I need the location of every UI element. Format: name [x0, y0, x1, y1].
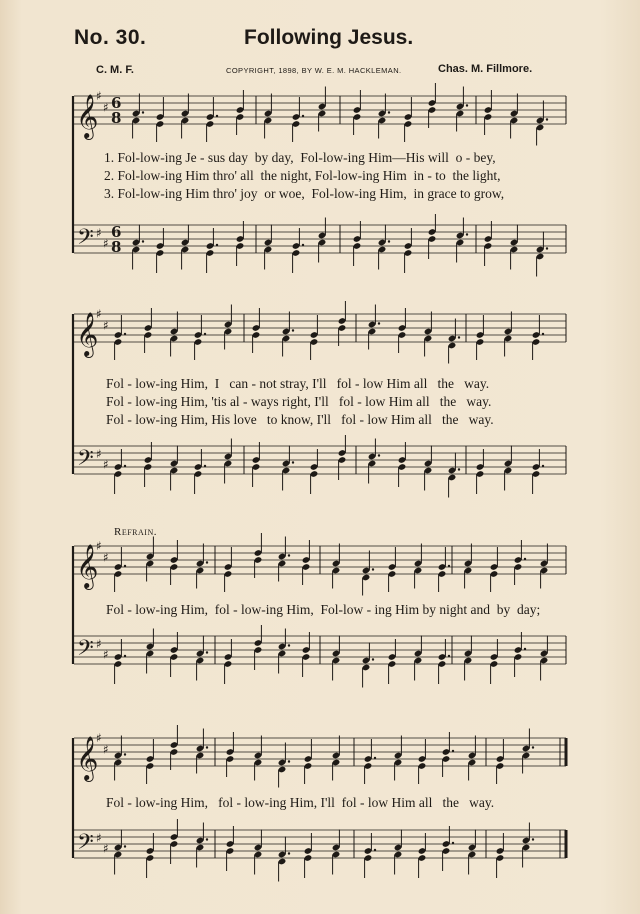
- hymn-number: No. 30.: [74, 26, 147, 49]
- svg-text:♯: ♯: [103, 742, 109, 757]
- svg-text:♯: ♯: [96, 226, 102, 240]
- svg-text:♯: ♯: [96, 89, 102, 103]
- svg-text:♯: ♯: [96, 539, 102, 553]
- svg-text:𝄢: 𝄢: [77, 830, 94, 860]
- verse-2-line-2: Fol - low-ing Him, 'tis al - ways right, I'll fol - low Him all the way.: [106, 394, 492, 409]
- svg-text:8: 8: [111, 109, 122, 127]
- svg-text:♯: ♯: [103, 457, 109, 472]
- svg-text:♯: ♯: [103, 318, 109, 333]
- svg-text:♯: ♯: [103, 647, 109, 662]
- verse-2-line-1: 2. Fol-low-ing Him thro' all the night, Fol-low-ing Him in - to the light,: [104, 168, 501, 183]
- svg-text:♯: ♯: [96, 637, 102, 651]
- svg-text:𝄞: 𝄞: [76, 544, 99, 588]
- svg-text:8: 8: [111, 238, 122, 256]
- svg-text:𝄞: 𝄞: [76, 94, 99, 138]
- hymn-meter: C. M. F.: [96, 64, 134, 76]
- hymn-title: Following Jesus.: [244, 26, 414, 49]
- svg-text:𝄞: 𝄞: [76, 312, 99, 356]
- copyright-notice: COPYRIGHT, 1898, BY W. E. M. HACKLEMAN.: [226, 66, 402, 75]
- refrain-line-1: Fol - low-ing Him, fol - low-ing Him, Fol-low - ing Him by night and by day;: [106, 602, 541, 617]
- composer-credit: Chas. M. Fillmore.: [438, 63, 533, 75]
- svg-text:♯: ♯: [103, 841, 109, 856]
- svg-text:𝄢: 𝄢: [77, 636, 94, 666]
- svg-text:♯: ♯: [103, 100, 109, 115]
- svg-text:6: 6: [111, 94, 122, 112]
- svg-text:♯: ♯: [96, 831, 102, 845]
- svg-text:♯: ♯: [96, 731, 102, 745]
- svg-text:♯: ♯: [103, 236, 109, 251]
- svg-text:𝄢: 𝄢: [77, 225, 94, 255]
- svg-text:♯: ♯: [96, 307, 102, 321]
- svg-text:♯: ♯: [96, 447, 102, 461]
- svg-text:𝄢: 𝄢: [77, 446, 94, 476]
- svg-text:♯: ♯: [103, 550, 109, 565]
- verse-3-line-2: Fol - low-ing Him, His love to know, I'll fol - low Him all the way.: [106, 412, 494, 427]
- svg-text:6: 6: [111, 223, 122, 241]
- verse-1-line-2: Fol - low-ing Him, I can - not stray, I'll fol - low Him all the way.: [106, 376, 490, 391]
- verse-1-line-1: 1. Fol-low-ing Je - sus day by day, Fol-low-ing Him—His will o - bey,: [104, 150, 496, 165]
- verse-3-line-1: 3. Fol-low-ing Him thro' joy or woe, Fol-low-ing Him, in grace to grow,: [104, 186, 505, 201]
- svg-text:𝄞: 𝄞: [76, 736, 99, 780]
- refrain-line-2: Fol - low-ing Him, fol - low-ing Him, I'll fol - low Him all the way.: [106, 795, 495, 810]
- refrain-label: Refrain.: [114, 526, 157, 538]
